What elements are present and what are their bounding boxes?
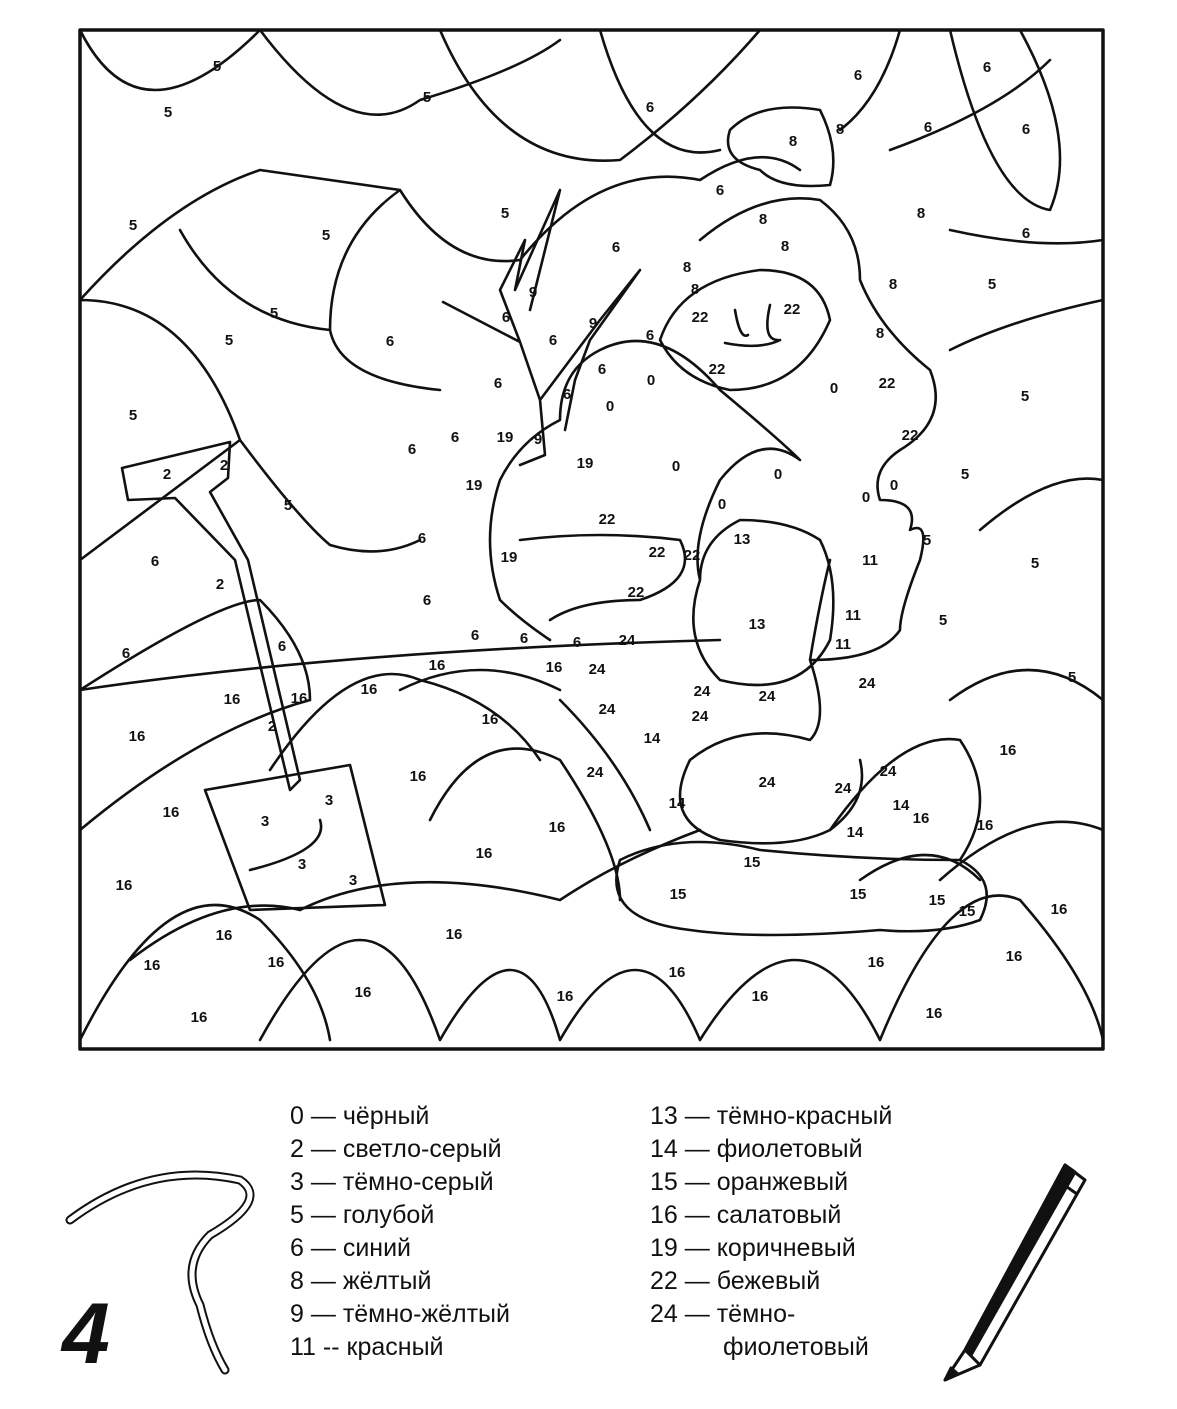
region-number: 5 <box>163 103 173 121</box>
legend-number: 6 <box>290 1234 304 1262</box>
legend-entry <box>290 1298 510 1331</box>
legend-number: 2 <box>290 1135 304 1163</box>
region-number: 8 <box>788 132 798 150</box>
region-number: 15 <box>958 902 976 920</box>
region-number: 6 <box>982 58 992 76</box>
legend-color-name: голубой <box>342 1201 435 1229</box>
legend-color-name: тёмно- <box>716 1300 796 1328</box>
region-number: 6 <box>853 66 863 84</box>
region-number: 9 <box>528 283 538 301</box>
region-number: 6 <box>385 332 395 350</box>
legend-entry <box>650 1133 892 1166</box>
region-number: 24 <box>618 631 636 649</box>
region-number: 16 <box>1005 947 1023 965</box>
region-number: 2 <box>267 717 277 735</box>
region-number: 24 <box>834 779 852 797</box>
region-number: 19 <box>576 454 594 472</box>
region-number: 14 <box>892 796 910 814</box>
region-number: 22 <box>708 360 726 378</box>
legend-entry <box>290 1232 510 1265</box>
region-number: 6 <box>470 626 480 644</box>
region-number: 22 <box>901 426 919 444</box>
region-number: 6 <box>1021 120 1031 138</box>
region-number: 3 <box>348 871 358 889</box>
region-number: 16 <box>867 953 885 971</box>
legend-color-name: чёрный <box>342 1102 430 1130</box>
region-number: 6 <box>1021 224 1031 242</box>
legend-number: 8 <box>290 1267 304 1295</box>
region-number: 8 <box>780 237 790 255</box>
region-number: 14 <box>846 823 864 841</box>
region-number: 2 <box>162 465 172 483</box>
picture-frame <box>80 30 1103 1049</box>
region-number: 16 <box>912 809 930 827</box>
region-number: 6 <box>715 181 725 199</box>
legend-dash: — <box>684 1201 710 1229</box>
region-number: 6 <box>417 529 427 547</box>
region-number: 8 <box>875 324 885 342</box>
legend-entry <box>290 1166 510 1199</box>
legend-dash: — <box>684 1168 710 1196</box>
legend-dash: — <box>684 1267 710 1295</box>
legend-color-name: коричневый <box>716 1234 856 1262</box>
branch-outline <box>443 190 640 465</box>
legend-color-name: оранжевый <box>716 1168 849 1196</box>
region-number: 5 <box>128 406 138 424</box>
region-number: 16 <box>128 727 146 745</box>
legend-number: 16 <box>650 1201 678 1229</box>
region-number: 5 <box>212 57 222 75</box>
region-number: 16 <box>668 963 686 981</box>
region-number: 19 <box>465 476 483 494</box>
region-number: 6 <box>501 308 511 326</box>
region-number: 24 <box>691 707 709 725</box>
legend-entry <box>290 1100 510 1133</box>
legend-color-name: бежевый <box>716 1267 821 1295</box>
region-number: 6 <box>611 238 621 256</box>
region-number: 5 <box>128 216 138 234</box>
region-number: 16 <box>925 1004 943 1022</box>
region-number: 5 <box>987 275 997 293</box>
region-number: 22 <box>648 543 666 561</box>
legend-dash: — <box>684 1135 710 1163</box>
region-number: 0 <box>889 476 899 494</box>
region-number: 16 <box>556 987 574 1005</box>
region-number: 24 <box>586 763 604 781</box>
region-number: 5 <box>1067 668 1077 686</box>
legend-dash: — <box>310 1300 336 1328</box>
legend-color-name: жёлтый <box>342 1267 432 1295</box>
legend-left-column <box>290 1100 510 1364</box>
legend-entry <box>650 1298 892 1331</box>
legend-dash: — <box>684 1234 710 1262</box>
region-number: 16 <box>475 844 493 862</box>
ground-lines <box>80 637 980 960</box>
region-number: 16 <box>267 953 285 971</box>
region-number: 16 <box>976 816 994 834</box>
region-number: 15 <box>743 853 761 871</box>
region-number: 6 <box>645 98 655 116</box>
legend-continuation: фиолетовый <box>723 1333 869 1361</box>
region-number: 15 <box>928 891 946 909</box>
legend-color-name: синий <box>342 1234 412 1262</box>
region-number: 8 <box>758 210 768 228</box>
region-number: 6 <box>597 360 607 378</box>
region-number: 24 <box>693 682 711 700</box>
legend-color-name: светло-серый <box>342 1135 502 1163</box>
region-number: 6 <box>150 552 160 570</box>
region-number: 5 <box>1020 387 1030 405</box>
region-number: 6 <box>450 428 460 446</box>
legend-number: 19 <box>650 1234 678 1262</box>
region-number: 16 <box>751 987 769 1005</box>
legend-dash: — <box>684 1300 710 1328</box>
legend-entry <box>650 1100 892 1133</box>
region-number: 6 <box>519 629 529 647</box>
region-number: 3 <box>260 812 270 830</box>
region-number: 8 <box>682 258 692 276</box>
region-number: 16 <box>354 983 372 1001</box>
region-number: 8 <box>916 204 926 222</box>
legend-number: 3 <box>290 1168 304 1196</box>
legend-number: 13 <box>650 1102 678 1130</box>
region-number: 16 <box>162 803 180 821</box>
region-number: 2 <box>215 575 225 593</box>
region-number: 24 <box>758 687 776 705</box>
region-number: 22 <box>683 546 701 564</box>
region-number: 3 <box>297 855 307 873</box>
legend-dash: — <box>310 1267 336 1295</box>
region-number: 22 <box>598 510 616 528</box>
page-number: 4 <box>62 1286 110 1382</box>
region-number: 16 <box>215 926 233 944</box>
legend-number: 11 <box>290 1333 316 1361</box>
region-number: 6 <box>572 633 582 651</box>
region-number: 5 <box>960 465 970 483</box>
legend-dash: — <box>310 1168 336 1196</box>
legend-color-name: тёмно-серый <box>342 1168 494 1196</box>
region-number: 0 <box>773 465 783 483</box>
scallop-lines-2 <box>80 57 1103 440</box>
region-number: 0 <box>605 397 615 415</box>
region-number: 16 <box>428 656 446 674</box>
region-number: 5 <box>500 204 510 222</box>
region-number: 5 <box>422 88 432 106</box>
region-number: 0 <box>829 379 839 397</box>
region-number: 16 <box>1050 900 1068 918</box>
legend-number: 24 <box>650 1300 678 1328</box>
legend-color-name: фиолетовый <box>716 1135 863 1163</box>
legend-color-name: красный <box>346 1333 444 1361</box>
region-number: 16 <box>999 741 1017 759</box>
region-number: 14 <box>643 729 661 747</box>
legend-dash: — <box>310 1234 336 1262</box>
legend-number: 14 <box>650 1135 678 1163</box>
legend-color-name: тёмно-жёлтый <box>342 1300 510 1328</box>
region-number: 24 <box>598 700 616 718</box>
legend-dash: — <box>684 1102 710 1130</box>
region-number: 0 <box>671 457 681 475</box>
legend-entry <box>650 1265 892 1298</box>
region-number: 16 <box>360 680 378 698</box>
legend-entry <box>650 1232 892 1265</box>
region-number: 5 <box>321 226 331 244</box>
region-number: 8 <box>835 120 845 138</box>
legend-entry <box>290 1199 510 1232</box>
legend-number: 5 <box>290 1201 304 1229</box>
legend-number: 9 <box>290 1300 304 1328</box>
legend-color-name: салатовый <box>716 1201 842 1229</box>
region-number: 14 <box>668 794 686 812</box>
region-number: 5 <box>922 531 932 549</box>
region-number: 0 <box>646 371 656 389</box>
legend-number: 22 <box>650 1267 678 1295</box>
region-number: 11 <box>862 551 878 569</box>
legend-right-column <box>650 1100 892 1364</box>
legend-dash: -- <box>322 1333 340 1361</box>
region-number: 11 <box>835 635 851 653</box>
region-number: 6 <box>121 644 131 662</box>
legend-dash: — <box>310 1135 336 1163</box>
region-number: 2 <box>219 456 229 474</box>
region-number: 19 <box>500 548 518 566</box>
region-number: 0 <box>717 495 727 513</box>
region-number: 16 <box>548 818 566 836</box>
region-number: 22 <box>691 308 709 326</box>
region-number: 6 <box>548 331 558 349</box>
region-number: 24 <box>588 660 606 678</box>
region-number: 22 <box>878 374 896 392</box>
region-number: 22 <box>783 300 801 318</box>
region-number: 0 <box>861 488 871 506</box>
region-number: 6 <box>407 440 417 458</box>
legend-color-name: тёмно-красный <box>716 1102 893 1130</box>
region-number: 5 <box>224 331 234 349</box>
legend-number: 0 <box>290 1102 304 1130</box>
legend-entry <box>290 1331 510 1364</box>
region-number: 16 <box>190 1008 208 1026</box>
region-number: 22 <box>627 583 645 601</box>
legend-entry <box>290 1133 510 1166</box>
legend-entry <box>650 1166 892 1199</box>
region-number: 8 <box>690 280 700 298</box>
legend-entry <box>290 1265 510 1298</box>
region-number: 9 <box>588 314 598 332</box>
shovel-outline <box>122 442 385 910</box>
region-number: 5 <box>269 304 279 322</box>
region-number: 15 <box>849 885 867 903</box>
region-number: 6 <box>493 374 503 392</box>
legend-entry <box>650 1199 892 1232</box>
region-number: 13 <box>733 530 751 548</box>
region-number: 24 <box>858 674 876 692</box>
region-number: 6 <box>645 326 655 344</box>
region-number: 24 <box>879 762 897 780</box>
legend-dash: — <box>310 1201 336 1229</box>
region-number: 19 <box>496 428 514 446</box>
region-number: 16 <box>290 689 308 707</box>
region-number: 16 <box>545 658 563 676</box>
region-number: 15 <box>669 885 687 903</box>
region-number: 5 <box>938 611 948 629</box>
region-number: 16 <box>143 956 161 974</box>
region-number: 5 <box>283 496 293 514</box>
region-number: 13 <box>748 615 766 633</box>
region-number: 11 <box>845 606 861 624</box>
region-number: 3 <box>324 791 334 809</box>
region-number: 9 <box>533 430 543 448</box>
region-number: 6 <box>562 385 572 403</box>
region-number: 6 <box>422 591 432 609</box>
region-number: 5 <box>1030 554 1040 572</box>
legend-number: 15 <box>650 1168 678 1196</box>
region-number: 24 <box>758 773 776 791</box>
region-number: 16 <box>409 767 427 785</box>
legend-dash: — <box>310 1102 336 1130</box>
region-number: 8 <box>888 275 898 293</box>
region-number: 16 <box>115 876 133 894</box>
region-number: 16 <box>445 925 463 943</box>
region-number: 16 <box>481 710 499 728</box>
region-number: 6 <box>923 118 933 136</box>
region-number: 6 <box>277 637 287 655</box>
region-number: 16 <box>223 690 241 708</box>
pencil-icon <box>925 1150 1105 1390</box>
